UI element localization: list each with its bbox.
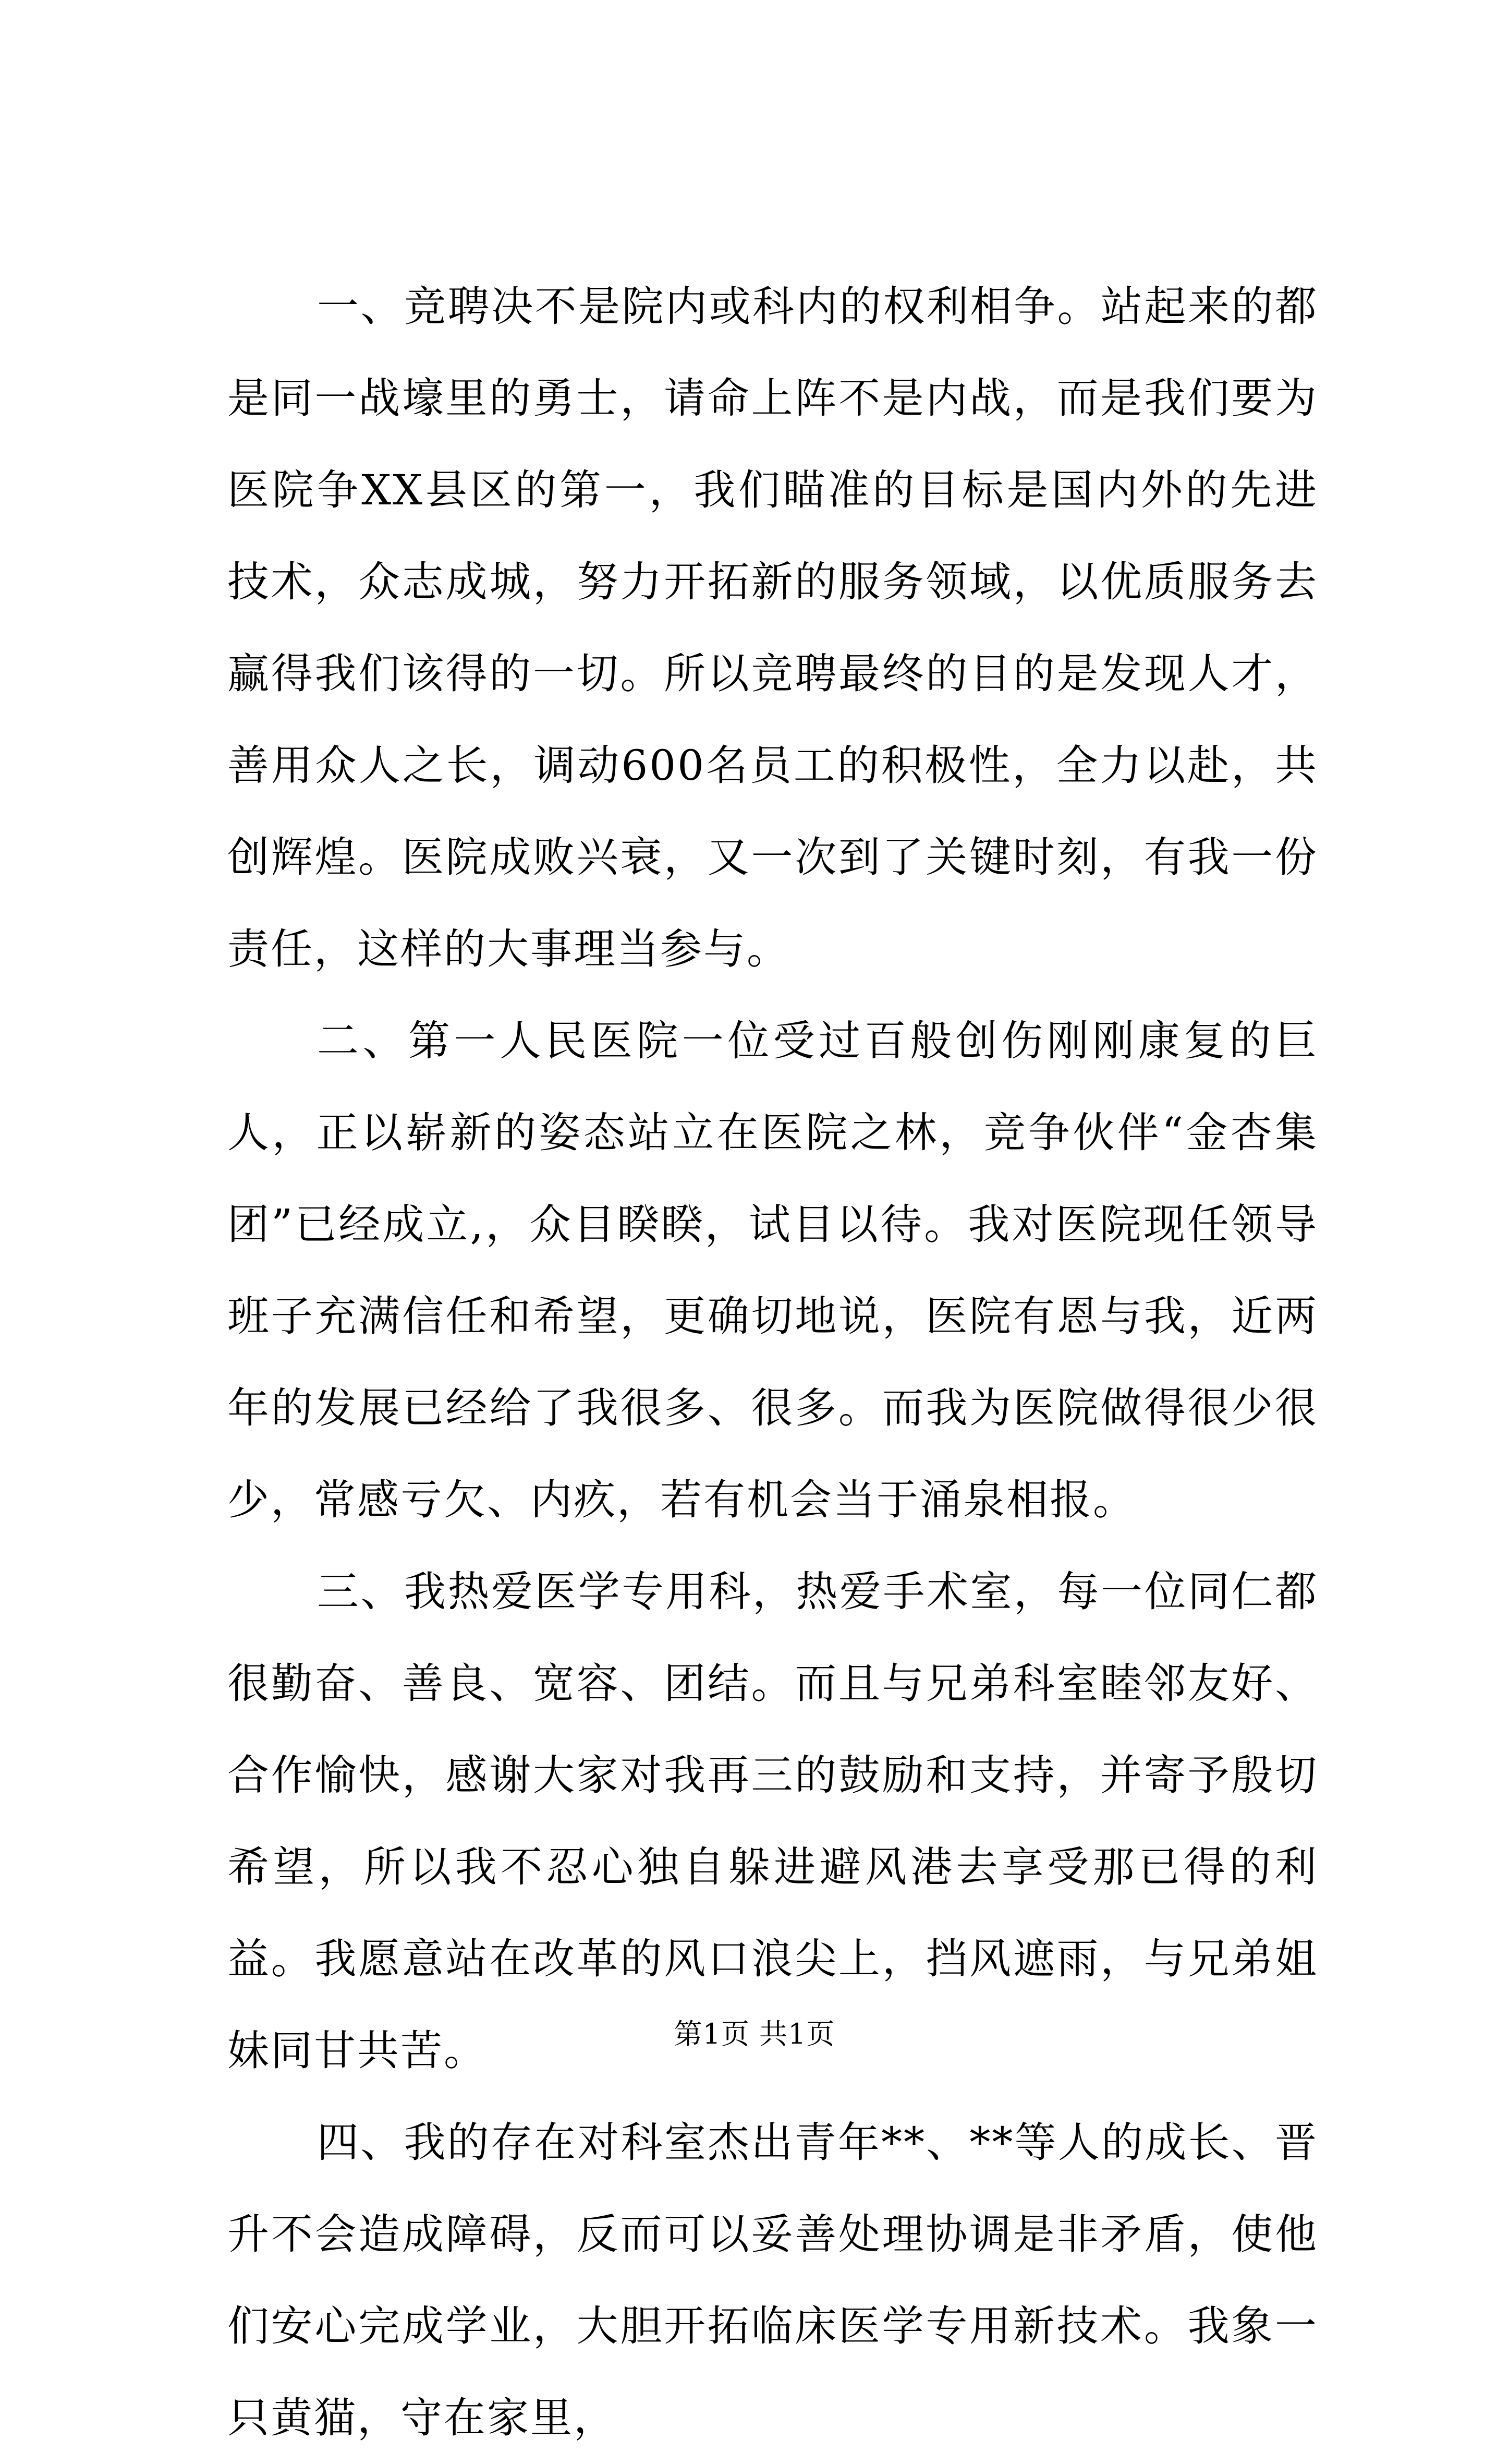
- paragraph-2: 二、第一人民医院一位受过百般创伤刚刚康复的巨人，正以崭新的姿态站立在医院之林，竞争伙伴“金杏集团”已经成立,，众目睽睽，试目以待。我对医院现任领导班子充满信任和希望，更确切地说，医院有恩与我，近两年的发展已经给了我很多、很多。而我为医院做得很少很少，常感亏欠、内疚，若有机会当于涌泉相报。: [227, 1017, 1318, 1524]
- paragraph-3: 三、我热爱医学专用科，热爱手术室，每一位同仁都很勤奋、善良、宽容、团结。而且与兄弟科室睦邻友好、合作愉快，感谢大家对我再三的鼓励和支持，并寄予殷切希望，所以我不忍心独自躲进避风港去享受那已得的利益。我愿意站在改革的风口浪尖上，挡风遮雨，与兄弟姐妹同甘共苦。: [227, 1567, 1318, 2075]
- page-footer: 第1页 共1页: [674, 2018, 835, 2050]
- paragraph-1: 一、竞聘决不是院内或科内的权利相争。站起来的都是同一战壕里的勇士，请命上阵不是内战，而是我们要为医院争XX县区的第一，我们瞄准的目标是国内外的先进技术，众志成城，努力开拓新的服务领域，以优质服务去赢得我们该得的一切。所以竞聘最终的目的是发现人才，善用众人之长，调动600名员工的积极性，全力以赴，共创辉煌。医院成败兴衰，又一次到了关键时刻，有我一份责任，这样的大事理当参与。: [227, 282, 1318, 973]
- document-body: [227, 261, 1318, 2464]
- paragraph-4: 四、我的存在对科室杰出青年**、**等人的成长、晋升不会造成障碍，反而可以妥善处理协调是非矛盾，使他们安心完成学业，大胆开拓临床医学专用新技术。我象一只黄猫，守在家里，: [227, 2118, 1318, 2442]
